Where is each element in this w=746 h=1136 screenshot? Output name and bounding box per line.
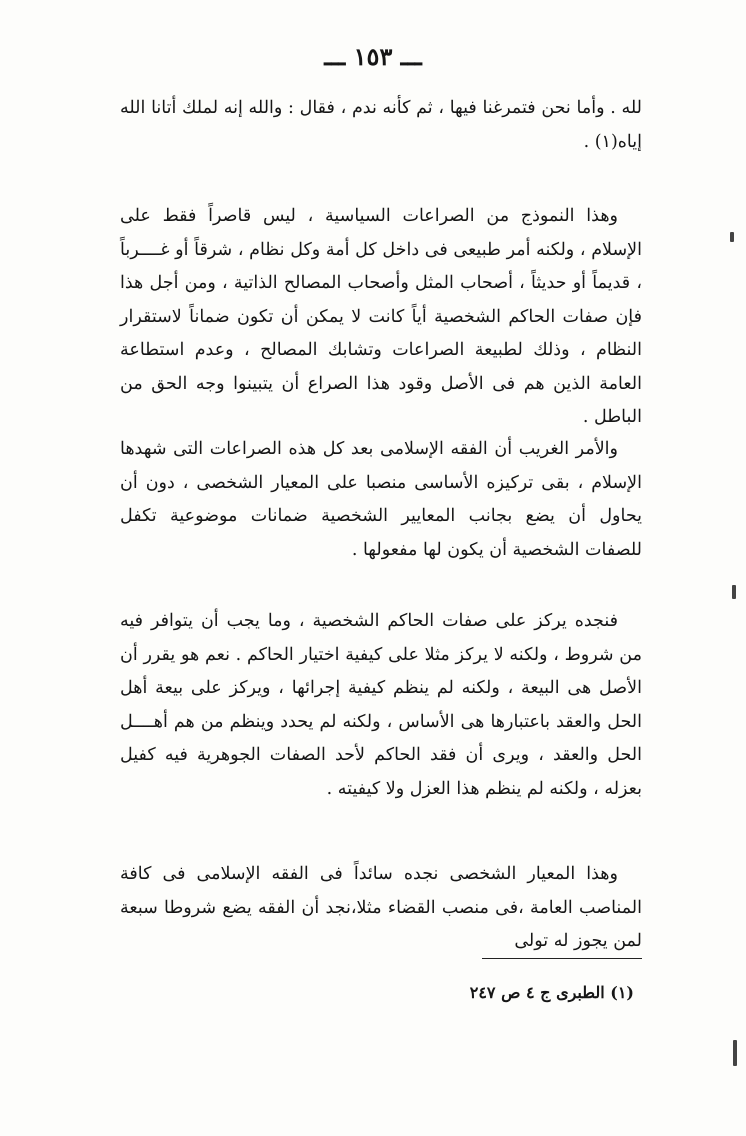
scan-edge-mark xyxy=(730,232,734,242)
scan-edge-mark xyxy=(732,585,736,599)
paragraph-3: والأمر الغريب أن الفقه الإسلامى بعد كل هذه الصراعات التى شهدها الإسلام ، بقى تركيزه الأساسى منصبا على المعيار الشخصى ، دون أن يحاول أن يضع بجانب المعايير الشخصية ضمانات موضوعية تكفل للصفات الشخصية أن يكون لها مفعولها . xyxy=(120,439,642,560)
paragraph-4: فنجده يركز على صفات الحاكم الشخصية ، وما يجب أن يتوافر فيه من شروط ، ولكنه لا يركز مثلا على كيفية اختيار الحاكم . نعم هو يقرر أن الأصل هى البيعة ، ولكنه لم ينظم كيفية إجرائها ، ويركز على بيعة أهل الحل والعقد باعتبارها هى الأساس ، ولكنه لم يحدد وينظم من هم أهــــل الحل والعقد ، ويرى أن فقد الحاكم لأحد الصفات الجوهرية فيه كفيل بعزله ، ولكنه لم ينظم هذا العزل ولا كيفيته . xyxy=(120,611,642,799)
footnote-1: (١) الطبرى ج ٤ ص ٢٤٧ xyxy=(469,983,634,1002)
paragraph-1: لله . وأما نحن فتمرغنا فيها ، ثم كأنه ندم ، فقال : والله إنه لملك أتانا الله إياه(١) . xyxy=(120,98,642,152)
paragraph-2: وهذا النموذج من الصراعات السياسية ، ليس قاصراً فقط على الإسلام ، ولكنه أمر طبيعى فى داخل كل أمة وكل نظام ، شرقاً أو غــــرباً ، قديماً أو حديثاً ، أصحاب المثل وأصحاب المصالح الذاتية ، ومن أجل هذا فإن صفات الحاكم الشخصية أياً كانت لا يمكن أن تكون ضماناً لاستقرار النظام ، وذلك لطبيعة الصراعات وتشابك المصالح ، وعدم استطاعة العامة الذين هم فى الأصل وقود هذا الصراع أن يتبينوا وجه الحق من الباطل . xyxy=(120,206,642,427)
footnote-separator xyxy=(482,958,642,959)
paragraph-5: وهذا المعيار الشخصى نجده سائداً فى الفقه الإسلامى فى كافة المناصب العامة ،فى منصب القضاء مثلا،نجد أن الفقه يضع شروطا سبعة لمن يجوز له تولى xyxy=(120,864,642,951)
scan-edge-mark xyxy=(733,1040,737,1066)
page-number: ـــ ١٥٣ ـــ xyxy=(324,42,422,71)
